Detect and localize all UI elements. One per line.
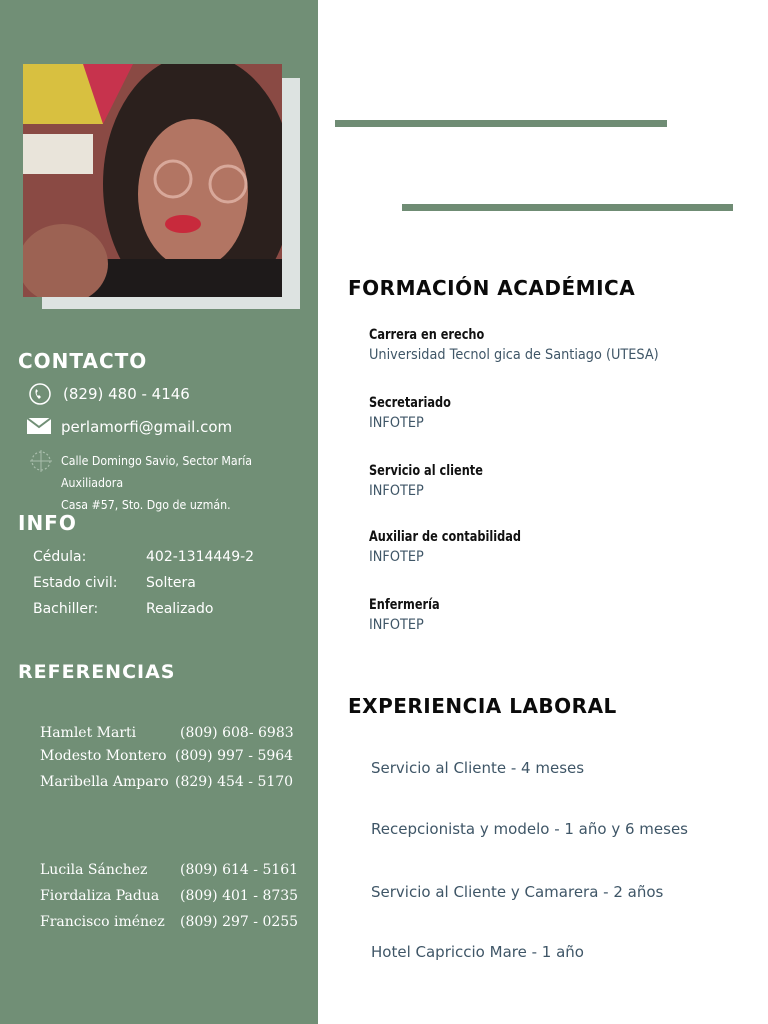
info-value: Realizado (146, 601, 214, 617)
profile-photo (23, 64, 282, 297)
reference-phone: (809) 614 - 5161 (180, 862, 299, 878)
reference-name: Maribella Amparo (40, 774, 169, 790)
education-school: INFOTEP (369, 415, 424, 431)
phone-icon (28, 383, 54, 405)
education-school: INFOTEP (369, 483, 424, 499)
email-link[interactable]: perlamorfi@gmail.com (61, 418, 233, 436)
reference-row (40, 914, 299, 930)
education-school: INFOTEP (369, 617, 424, 633)
experience-item: Hotel Capriccio Mare - 1 año (371, 943, 584, 961)
contact-address (61, 450, 296, 516)
reference-row (40, 725, 294, 741)
info-row-bachiller (33, 601, 214, 617)
reference-phone: (809) 608- 6983 (180, 725, 294, 741)
phone-number: (829) 480 - 4146 (63, 385, 190, 403)
experience-item: Recepcionista y modelo - 1 año y 6 meses (371, 820, 688, 838)
info-value: Soltera (146, 575, 196, 591)
references-heading: REFERENCIAS (18, 661, 176, 683)
education-item (369, 395, 460, 431)
reference-row (40, 862, 299, 878)
reference-phone: (809) 997 - 5964 (175, 748, 294, 764)
education-item (369, 463, 496, 499)
info-heading: INFO (18, 511, 77, 535)
experience-heading: EXPERIENCIA LABORAL (348, 694, 617, 718)
contact-email (26, 416, 232, 438)
education-degree: Enfermería (369, 597, 440, 613)
address-line-2: Casa #57, Sto. Dgo de uzmán. (61, 498, 231, 512)
education-degree: Secretariado (369, 395, 451, 411)
education-item (369, 327, 684, 363)
education-school: Universidad Tecnol gica de Santiago (UTESA) (369, 347, 659, 363)
education-degree: Carrera en erecho (369, 327, 485, 343)
education-degree: Servicio al cliente (369, 463, 483, 479)
info-label: Cédula: (33, 549, 87, 565)
experience-item: Servicio al Cliente - 4 meses (371, 759, 585, 777)
decorative-rule (335, 120, 667, 127)
reference-name: Francisco iménez (40, 914, 165, 930)
info-label: Bachiller: (33, 601, 99, 617)
reference-phone: (829) 454 - 5170 (175, 774, 294, 790)
info-row-cedula (33, 549, 255, 565)
reference-name: Lucila Sánchez (40, 862, 148, 878)
reference-row (40, 888, 299, 904)
contact-phone (28, 383, 190, 405)
address-line-1: Calle Domingo Savio, Sector María Auxiliadora (61, 454, 253, 490)
mail-icon (26, 416, 52, 438)
reference-row (40, 748, 294, 764)
education-item (369, 597, 448, 633)
info-row-estado-civil (33, 575, 196, 591)
reference-name: Hamlet Marti (40, 725, 137, 741)
info-label: Estado civil: (33, 575, 118, 591)
education-heading: FORMACIÓN ACADÉMICA (348, 276, 636, 300)
reference-phone: (809) 401 - 8735 (180, 888, 299, 904)
decorative-rule (402, 204, 733, 211)
education-school: INFOTEP (369, 549, 424, 565)
info-value: 402-1314449-2 (146, 549, 255, 565)
education-degree: Auxiliar de contabilidad (369, 529, 522, 545)
reference-name: Modesto Montero (40, 748, 167, 764)
experience-item: Servicio al Cliente y Camarera - 2 años (371, 883, 664, 901)
reference-name: Fiordaliza Padua (40, 888, 160, 904)
reference-phone: (809) 297 - 0255 (180, 914, 299, 930)
contact-heading: CONTACTO (18, 349, 148, 373)
reference-row (40, 774, 294, 790)
education-item (369, 529, 538, 565)
location-icon (29, 449, 53, 477)
